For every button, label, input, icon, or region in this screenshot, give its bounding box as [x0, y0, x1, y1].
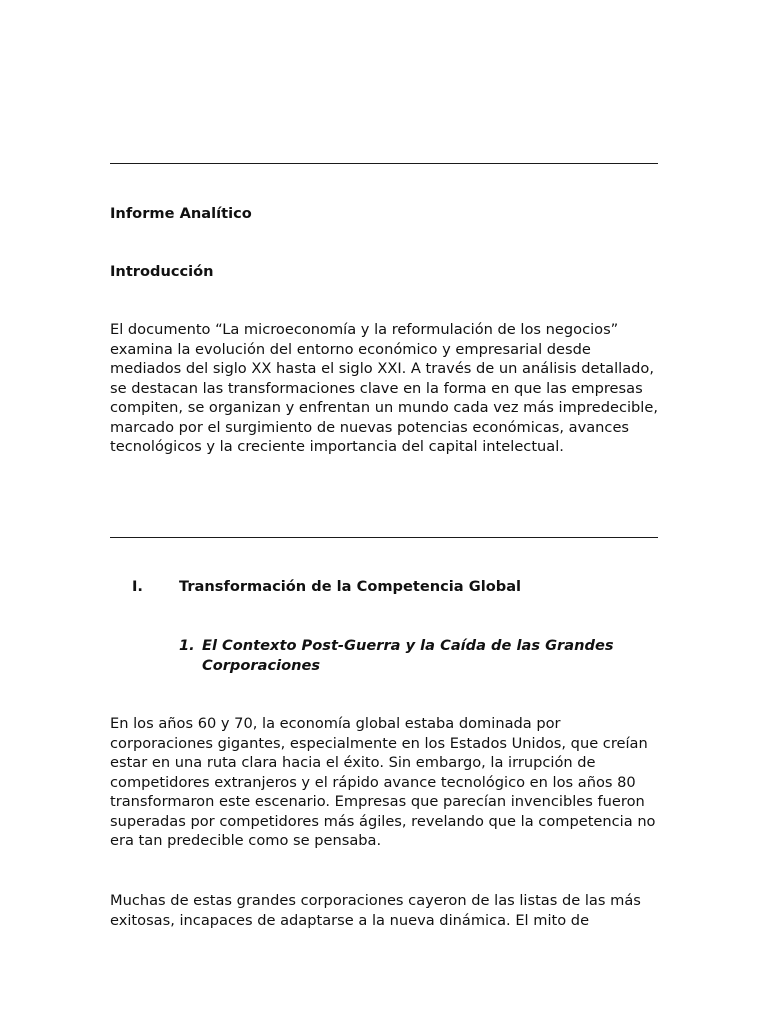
horizontal-rule	[110, 537, 658, 538]
body-paragraph: Muchas de estas grandes corporaciones cayeron de las listas de las más exitosas, incapaces de adaptarse a la nueva dinámica. El mito de	[110, 892, 641, 929]
subsection-number: 1.	[179, 637, 195, 654]
section-title: Transformación de la Competencia Global	[179, 578, 522, 595]
body-paragraph: En los años 60 y 70, la economía global estaba dominada por corporaciones gigantes, especialmente en los Estados Unidos, que creían estar en una ruta clara hacia el éxito. Sin embargo, la irrupción de competidores extranjeros y el rápido avance tecnológico en los años 80 transformaron este escenario. Empresas que parecían invencibles fueron superadas por competidores más ágiles, revelando que la competencia no era tan predecible como se pensaba.	[110, 715, 656, 849]
document-title: Informe Analítico	[110, 205, 252, 222]
intro-paragraph: El documento “La microeconomía y la reformulación de los negocios” examina la evolución del entorno económico y empresarial desde mediados del siglo XX hasta el siglo XXI. A través de un análisis detallado, se destacan las transformaciones clave en la forma en que las empresas compiten, se organizan y enfrentan un mundo cada vez más impredecible, marcado por el surgimiento de nuevas potencias económicas, avances tecnológicos y la creciente importancia del capital intelectual.	[110, 321, 658, 455]
subsection-title: El Contexto Post-Guerra y la Caída de las Grandes Corporaciones	[202, 637, 614, 674]
section-number: I.	[132, 578, 143, 595]
intro-heading: Introducción	[110, 263, 214, 280]
horizontal-rule	[110, 163, 658, 164]
